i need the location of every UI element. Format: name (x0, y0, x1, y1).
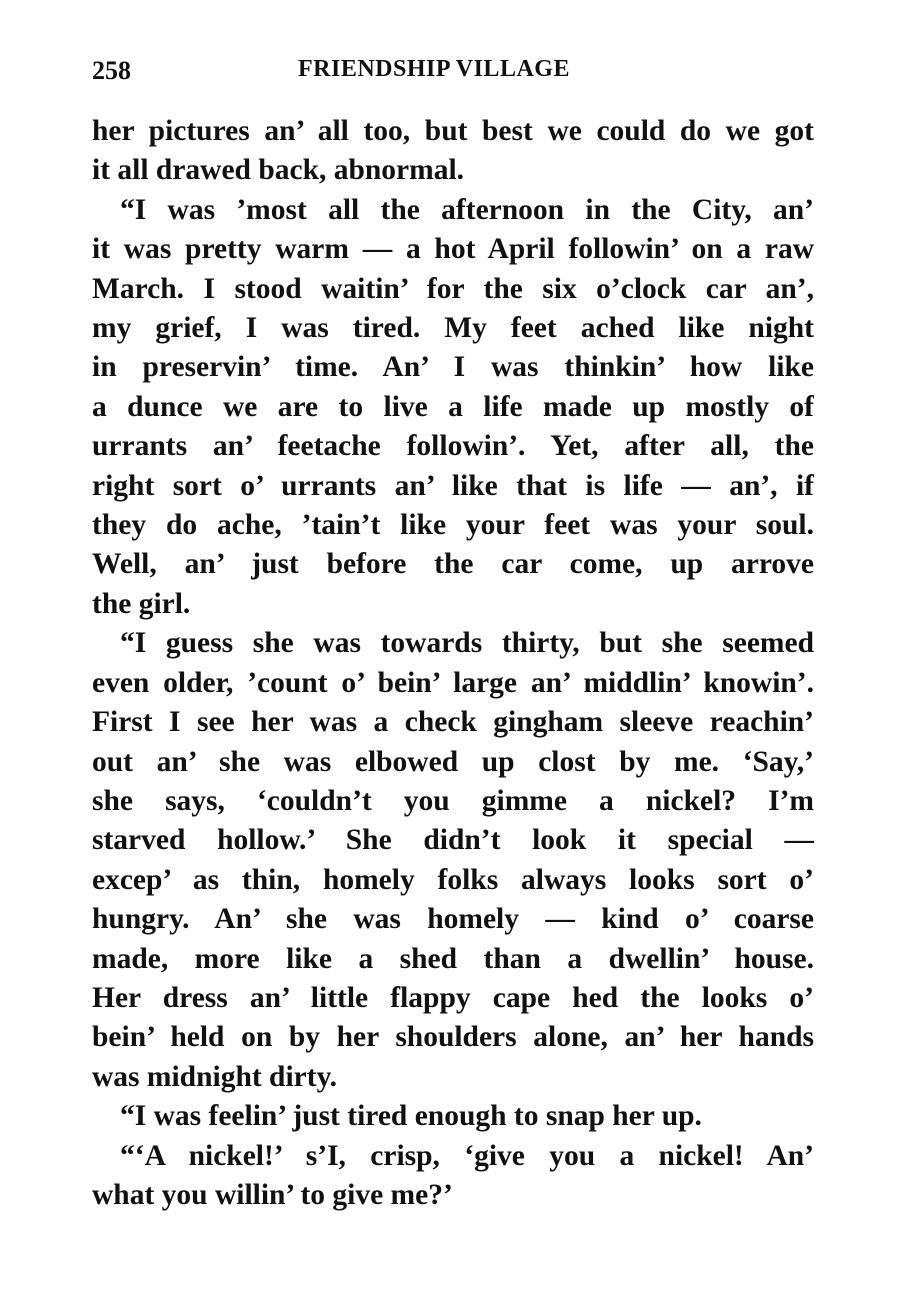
text-line: “I guess she was towards thirty, but she seemed (120, 627, 814, 660)
text-line: Well, an’ just before the car come, up arrove (92, 548, 814, 581)
text-line: hungry. An’ she was homely — kind o’ coarse (92, 903, 814, 936)
text-line: her pictures an’ all too, but best we could do we got (92, 115, 814, 147)
text-line: the girl. (92, 587, 191, 620)
text-line: bein’ held on by her shoulders alone, an’ her hands (92, 1021, 814, 1054)
text-line: even older, ’count o’ bein’ large an’ middlin’ knowin’. (92, 666, 814, 699)
page-header (92, 50, 814, 98)
text-line: right sort o’ urrants an’ like that is life — an’, if (92, 469, 814, 502)
text-line: excep’ as thin, homely folks always looks sort o’ (92, 863, 814, 896)
book-page (92, 50, 814, 1215)
text-line: urrants an’ feetache followin’. Yet, after all, the (92, 430, 814, 463)
text-line: “I was ’most all the afternoon in the City, an’ (120, 193, 814, 226)
text-line: made, more like a shed than a dwellin’ house. (92, 942, 814, 975)
text-line: Her dress an’ little flappy cape hed the looks o’ (92, 981, 814, 1014)
text-line: she says, ‘couldn’t you gimme a nickel? I’m (92, 784, 814, 817)
text-line: it all drawed back, abnormal. (92, 154, 465, 187)
text-line: was midnight dirty. (92, 1060, 338, 1093)
text-line: “I was feelin’ just tired enough to snap her up. (120, 1100, 702, 1133)
text-line: a dunce we are to live a life made up mostly of (92, 390, 814, 423)
text-line: my grief, I was tired. My feet ached like night (92, 312, 814, 345)
body-text (92, 112, 814, 1215)
text-line: First I see her was a check gingham sleeve reachin’ (92, 706, 814, 739)
text-line: “‘A nickel!’ s’I, crisp, ‘give you a nickel! An’ (120, 1139, 814, 1172)
text-line: what you willin’ to give me?’ (92, 1178, 453, 1211)
text-line: starved hollow.’ She didn’t look it special — (92, 824, 814, 857)
text-line: March. I stood waitin’ for the six o’clock car an’, (92, 272, 814, 305)
page-number: 258 (92, 56, 131, 85)
text-line: it was pretty warm — a hot April followin’ on a raw (92, 233, 814, 266)
text-line: in preservin’ time. An’ I was thinkin’ how like (92, 351, 814, 384)
running-head: FRIENDSHIP VILLAGE (298, 56, 570, 82)
text-line: they do ache, ’tain’t like your feet was your soul. (92, 509, 814, 542)
text-line: out an’ she was elbowed up clost by me. ‘Say,’ (92, 745, 814, 778)
